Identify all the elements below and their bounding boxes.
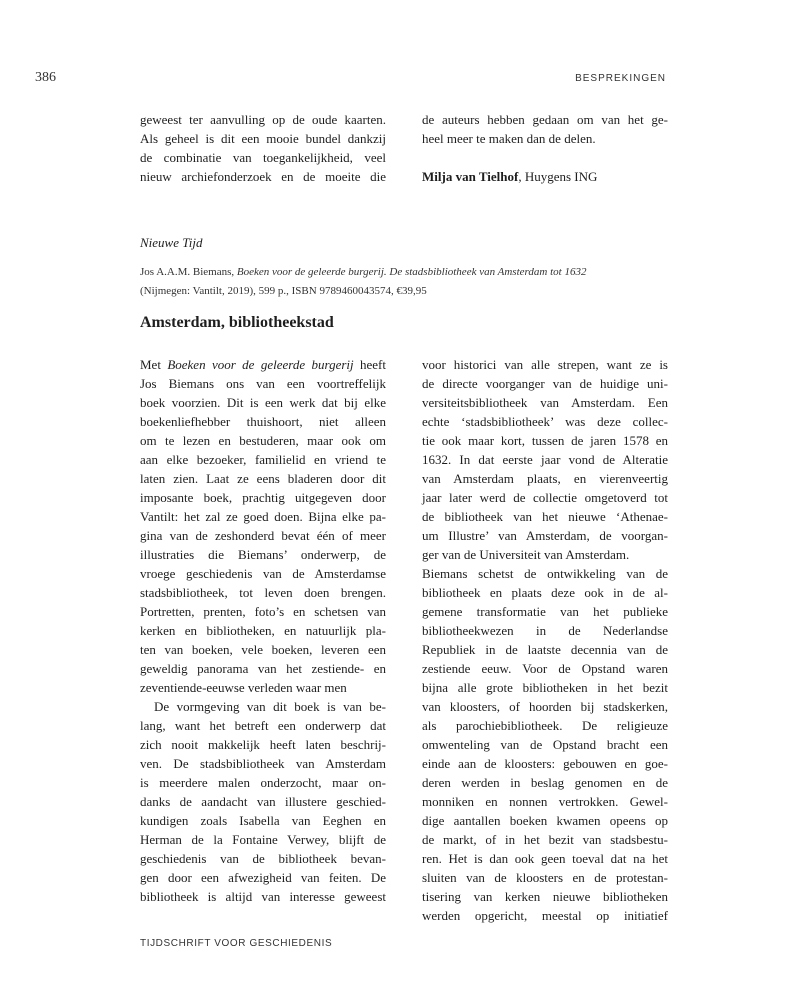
text-line: zich nooit makkelijk heeft laten beschrij- — [140, 737, 386, 752]
text-line: zestiende eeuw. Voor de Opstand waren — [422, 661, 668, 676]
text-line: Herman de la Fontaine Verwey, blijft de — [140, 832, 386, 847]
text-line: gen door een afwezigheid van feiten. De — [140, 870, 386, 885]
text-line: van Amsterdam plaats, en vierenveertig — [422, 471, 668, 486]
text-line: gina van de zeshonderd bevat één of meer — [140, 528, 386, 543]
previous-review-left-column — [140, 110, 386, 186]
reviewer-affiliation: , Huygens ING — [518, 169, 598, 184]
text-line: jaar later werd de collectie omgetoverd tot — [422, 490, 668, 505]
text-line: werden opgericht, meestal op initiatief — [422, 908, 668, 923]
review-right-column — [422, 355, 668, 925]
text-line: stadsbibliotheek, tot leven doen brengen. — [140, 585, 386, 600]
text-line: de bibliotheek van het nieuwe ‘Athenae- — [422, 509, 668, 524]
text-line: de markt, of in het bezit van stadsbestu- — [422, 832, 668, 847]
reviewer-name: Milja van Tielhof — [422, 169, 519, 184]
text-line: ven. De stadsbibliotheek van Amsterdam — [140, 756, 386, 771]
running-head: BESPREKINGEN — [575, 73, 666, 84]
text-line: Biemans schetst de ontwikkeling van de — [422, 566, 668, 581]
text-fragment: Met — [140, 357, 168, 372]
text-line: boekenliefhebber thuishoort, niet alleen — [140, 414, 386, 429]
journal-footer: TIJDSCHRIFT VOOR GESCHIEDENIS — [140, 938, 333, 949]
text-line: Jos Biemans ons van een voortreffelijk — [140, 376, 386, 391]
text-line: lang, want het betreft een onderwerp dat — [140, 718, 386, 733]
text-line: monniken en nonnen vertrokken. Gewel- — [422, 794, 668, 809]
text-line: tie ook maar kort, tussen de jaren 1578 en — [422, 433, 668, 448]
text-line: zeventiende-eeuwse verleden waar men — [140, 680, 347, 695]
text-line: om te lezen en bestuderen, maar ook om — [140, 433, 386, 448]
text-line: Portretten, prenten, foto’s en schetsen van — [140, 604, 386, 619]
text-line: imposante boek, prachtig uitgegeven door — [140, 490, 386, 505]
text-line: Vantilt: het zal ze goed doen. Bijna elke pa- — [140, 509, 386, 524]
text-line: danks de aandacht van illustere geschied- — [140, 794, 386, 809]
review-title: Amsterdam, bibliotheekstad — [140, 314, 334, 331]
text-fragment: heeft — [353, 357, 386, 372]
citation-details: (Nijmegen: Vantilt, 2019), 599 p., ISBN 9789460043574, €39,95 — [140, 285, 427, 297]
text-line: einde aan de kloosters: gebouwen en goe- — [422, 756, 668, 771]
text-line: kerken en bibliotheken, en natuurlijk pla- — [140, 623, 386, 638]
text-line: deren werden in beslag genomen en de — [422, 775, 668, 790]
text-line: bijna alle grote bibliotheken in het bezit — [422, 680, 668, 695]
text-line: bibliotheekwezen in de Nederlandse — [422, 623, 668, 638]
text-line: bibliotheek is altijd van interesse geweest — [140, 889, 386, 904]
text-line: um Illustre’ van Amsterdam, de voorgan- — [422, 528, 668, 543]
text-line: geweest ter aanvulling op de oude kaarten. — [140, 112, 386, 127]
previous-review-right-column — [422, 110, 668, 186]
text-line: van kloosters, of hoorden bij stadskerken, — [422, 699, 668, 714]
text-line: aan elke bezoeker, familielid en vriend te — [140, 452, 386, 467]
text-line: de auteurs hebben gedaan om van het ge- — [422, 112, 668, 127]
text-line: de combinatie van toegankelijkheid, veel — [140, 150, 386, 165]
page-number: 386 — [35, 70, 56, 85]
text-line: 1632. In dat eerste jaar vond de Alteratie — [422, 452, 668, 467]
text-line: de directe voorganger van de huidige uni- — [422, 376, 668, 391]
text-line: ren. Het is dan ook geen toeval dat na het — [422, 851, 668, 866]
text-line: ten van boeken, vele boeken, leveren een — [140, 642, 386, 657]
citation-title: Boeken voor de geleerde burgerij. De stadsbibliotheek van Amsterdam tot 1632 — [236, 266, 587, 278]
text-line: ger van de Universiteit van Amsterdam. — [422, 547, 630, 562]
text-line: De vormgeving van dit boek is van be- — [154, 699, 386, 714]
text-line: Als geheel is dit een mooie bundel dankzij — [140, 131, 386, 146]
text-line: illustraties die Biemans’ onderwerp, de — [140, 547, 386, 562]
text-line: laten zien. Laat ze eens bladeren door dit — [140, 471, 386, 486]
text-line: nieuw archiefonderzoek en de moeite die — [140, 169, 386, 184]
text-line: vroege geschiedenis van de Amsterdamse — [140, 566, 386, 581]
text-line: omwenteling van de Opstand bracht een — [422, 737, 668, 752]
text-line: als parochiebibliotheek. De religieuze — [422, 718, 668, 733]
book-title-italic: Boeken voor de geleerde burgerij — [167, 357, 354, 372]
text-line: dige aantallen boeken kwamen opeens op — [422, 813, 668, 828]
text-line — [140, 355, 386, 374]
text-line: heel meer te maken dan de delen. — [422, 131, 596, 146]
text-line: is meerdere malen onderzocht, maar on- — [140, 775, 386, 790]
text-line: voor historici van alle strepen, want ze is — [422, 357, 668, 372]
section-label: Nieuwe Tijd — [140, 235, 203, 250]
citation-author: Jos A.A.M. Biemans, — [140, 266, 237, 278]
text-line: geweldig panorama van het zestiende- en — [140, 661, 386, 676]
text-line: tisering van kerken nieuwe bibliotheken — [422, 889, 668, 904]
text-line: kundigen zoals Isabella van Eeghen en — [140, 813, 386, 828]
text-line: sluiten van de kloosters en de protestan- — [422, 870, 668, 885]
text-line: bibliotheek en plaats deze ook in de al- — [422, 585, 668, 600]
reviewer-signature — [422, 167, 668, 186]
text-line: gemene transformatie van het publieke — [422, 604, 668, 619]
book-citation — [140, 263, 660, 301]
review-left-column — [140, 355, 386, 906]
text-line: boek voorzien. Dit is een werk dat bij elke — [140, 395, 386, 410]
text-line: versiteitsbibliotheek van Amsterdam. Een — [422, 395, 668, 410]
text-line: Republiek in de laatste decennia van de — [422, 642, 668, 657]
text-line: echte ‘stadsbibliotheek’ was deze collec- — [422, 414, 668, 429]
text-line: geschiedenis van de bibliotheek bevan- — [140, 851, 386, 866]
